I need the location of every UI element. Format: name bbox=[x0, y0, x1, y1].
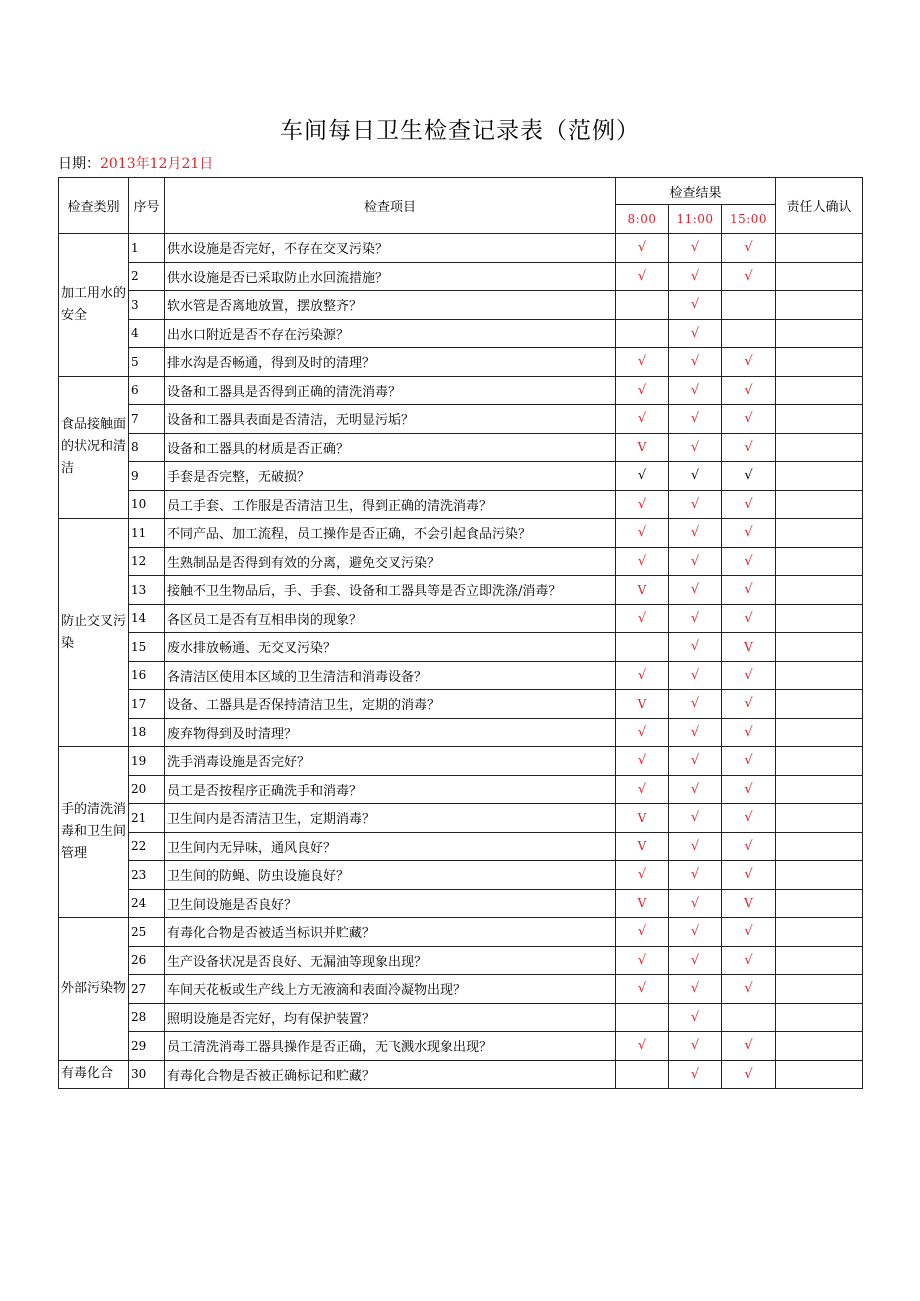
check-mark-cell: √ bbox=[669, 348, 722, 377]
check-mark-cell: √ bbox=[669, 291, 722, 320]
item-cell: 员工清洗消毒工器具操作是否正确，无飞溅水现象出现？ bbox=[165, 1032, 616, 1061]
header-time-0800: 8:00 bbox=[616, 205, 669, 234]
item-cell: 设备和工器具表面是否清洁，无明显污垢？ bbox=[165, 405, 616, 434]
item-cell: 各区员工是否有互相串岗的现象？ bbox=[165, 604, 616, 633]
table-row bbox=[59, 1060, 863, 1089]
category-cell: 外部污染物 bbox=[59, 918, 129, 1061]
check-mark-cell: √ bbox=[722, 262, 776, 291]
check-mark-cell: √ bbox=[669, 861, 722, 890]
check-mark-cell: √ bbox=[669, 690, 722, 719]
seq-cell: 18 bbox=[129, 718, 165, 747]
table-row bbox=[59, 747, 863, 776]
table-row bbox=[59, 661, 863, 690]
item-cell: 洗手消毒设施是否完好？ bbox=[165, 747, 616, 776]
seq-cell: 23 bbox=[129, 861, 165, 890]
confirm-cell[interactable] bbox=[776, 519, 863, 548]
confirm-cell[interactable] bbox=[776, 633, 863, 662]
check-mark-cell: √ bbox=[669, 775, 722, 804]
page-title: 车间每日卫生检查记录表（范例） bbox=[280, 118, 640, 144]
confirm-cell[interactable] bbox=[776, 690, 863, 719]
check-mark-cell: √ bbox=[616, 775, 669, 804]
date-value: 2013年12月21日 bbox=[100, 156, 214, 172]
header-category: 检查类别 bbox=[59, 178, 129, 234]
inspection-table bbox=[58, 177, 863, 1089]
check-mark-cell: √ bbox=[669, 661, 722, 690]
check-mark-cell: √ bbox=[616, 918, 669, 947]
seq-cell: 26 bbox=[129, 946, 165, 975]
seq-cell: 21 bbox=[129, 804, 165, 833]
table-row bbox=[59, 832, 863, 861]
table-row bbox=[59, 262, 863, 291]
confirm-cell[interactable] bbox=[776, 348, 863, 377]
item-cell: 卫生间内是否清洁卫生，定期消毒？ bbox=[165, 804, 616, 833]
seq-cell: 10 bbox=[129, 490, 165, 519]
check-mark-cell: √ bbox=[669, 547, 722, 576]
check-mark-cell: √ bbox=[669, 1032, 722, 1061]
check-mark-cell: √ bbox=[669, 633, 722, 662]
header-seq: 序号 bbox=[129, 178, 165, 234]
table-row bbox=[59, 946, 863, 975]
check-mark-cell: √ bbox=[722, 1032, 776, 1061]
seq-cell: 6 bbox=[129, 376, 165, 405]
item-cell: 卫生间设施是否良好？ bbox=[165, 889, 616, 918]
item-cell: 供水设施是否完好，不存在交叉污染？ bbox=[165, 234, 616, 263]
table-row bbox=[59, 861, 863, 890]
check-mark-cell bbox=[722, 1003, 776, 1032]
seq-cell: 4 bbox=[129, 319, 165, 348]
table-row bbox=[59, 376, 863, 405]
confirm-cell[interactable] bbox=[776, 262, 863, 291]
table-row bbox=[59, 975, 863, 1004]
item-cell: 出水口附近是否不存在污染源？ bbox=[165, 319, 616, 348]
check-mark-cell: √ bbox=[669, 462, 722, 491]
check-mark-cell: √ bbox=[669, 433, 722, 462]
check-mark-cell: √ bbox=[722, 348, 776, 377]
table-body bbox=[59, 234, 863, 1089]
item-cell: 不同产品、加工流程，员工操作是否正确，不会引起食品污染？ bbox=[165, 519, 616, 548]
header-result: 检查结果 bbox=[616, 178, 776, 205]
check-mark-cell: √ bbox=[669, 804, 722, 833]
table-row bbox=[59, 547, 863, 576]
item-cell: 卫生间的防蝇、防虫设施良好？ bbox=[165, 861, 616, 890]
item-cell: 各清洁区使用本区域的卫生清洁和消毒设备？ bbox=[165, 661, 616, 690]
check-mark-cell: √ bbox=[616, 519, 669, 548]
table-row bbox=[59, 234, 863, 263]
seq-cell: 16 bbox=[129, 661, 165, 690]
check-mark-cell bbox=[616, 291, 669, 320]
check-mark-cell: √ bbox=[722, 975, 776, 1004]
seq-cell: 11 bbox=[129, 519, 165, 548]
table-row bbox=[59, 775, 863, 804]
table-row bbox=[59, 804, 863, 833]
check-mark-cell: √ bbox=[722, 462, 776, 491]
check-mark-cell bbox=[722, 319, 776, 348]
confirm-cell[interactable] bbox=[776, 547, 863, 576]
check-mark-cell: √ bbox=[722, 918, 776, 947]
confirm-cell[interactable] bbox=[776, 319, 863, 348]
table-row bbox=[59, 604, 863, 633]
check-mark-cell: √ bbox=[669, 918, 722, 947]
table-row bbox=[59, 462, 863, 491]
check-mark-cell: √ bbox=[669, 319, 722, 348]
item-cell: 废水排放畅通、无交叉污染？ bbox=[165, 633, 616, 662]
check-mark-cell: √ bbox=[669, 946, 722, 975]
seq-cell: 13 bbox=[129, 576, 165, 605]
check-mark-cell: √ bbox=[722, 604, 776, 633]
check-mark-cell: √ bbox=[669, 718, 722, 747]
check-mark-cell: √ bbox=[669, 1060, 722, 1089]
check-mark-cell: √ bbox=[669, 234, 722, 263]
table-row bbox=[59, 690, 863, 719]
table-row bbox=[59, 633, 863, 662]
check-mark-cell: √ bbox=[722, 718, 776, 747]
confirm-cell[interactable] bbox=[776, 918, 863, 947]
category-cell: 加工用水的安全 bbox=[59, 234, 129, 377]
check-mark-cell bbox=[616, 1003, 669, 1032]
check-mark-cell: √ bbox=[616, 946, 669, 975]
check-mark-cell: √ bbox=[722, 804, 776, 833]
check-mark-cell bbox=[722, 291, 776, 320]
seq-cell: 1 bbox=[129, 234, 165, 263]
check-mark-cell: √ bbox=[669, 376, 722, 405]
check-mark-cell: √ bbox=[722, 861, 776, 890]
table-row bbox=[59, 405, 863, 434]
seq-cell: 17 bbox=[129, 690, 165, 719]
item-cell: 生产设备状况是否良好、无漏油等现象出现？ bbox=[165, 946, 616, 975]
item-cell: 生熟制品是否得到有效的分离，避免交叉污染？ bbox=[165, 547, 616, 576]
check-mark-cell: V bbox=[616, 832, 669, 861]
table-row bbox=[59, 433, 863, 462]
check-mark-cell: √ bbox=[669, 832, 722, 861]
confirm-cell[interactable] bbox=[776, 433, 863, 462]
check-mark-cell: V bbox=[722, 633, 776, 662]
seq-cell: 8 bbox=[129, 433, 165, 462]
seq-cell: 3 bbox=[129, 291, 165, 320]
check-mark-cell: √ bbox=[616, 262, 669, 291]
check-mark-cell: √ bbox=[616, 718, 669, 747]
seq-cell: 25 bbox=[129, 918, 165, 947]
seq-cell: 29 bbox=[129, 1032, 165, 1061]
table-row bbox=[59, 889, 863, 918]
seq-cell: 27 bbox=[129, 975, 165, 1004]
confirm-cell[interactable] bbox=[776, 975, 863, 1004]
item-cell: 设备和工器具是否得到正确的清洗消毒？ bbox=[165, 376, 616, 405]
confirm-cell[interactable] bbox=[776, 832, 863, 861]
seq-cell: 15 bbox=[129, 633, 165, 662]
confirm-cell[interactable] bbox=[776, 1060, 863, 1089]
confirm-cell[interactable] bbox=[776, 1003, 863, 1032]
item-cell: 员工是否按程序正确洗手和消毒？ bbox=[165, 775, 616, 804]
confirm-cell[interactable] bbox=[776, 889, 863, 918]
item-cell: 有毒化合物是否被正确标记和贮藏？ bbox=[165, 1060, 616, 1089]
check-mark-cell: √ bbox=[669, 576, 722, 605]
check-mark-cell: √ bbox=[669, 889, 722, 918]
date-label: 日期： bbox=[58, 156, 100, 172]
confirm-cell[interactable] bbox=[776, 604, 863, 633]
seq-cell: 2 bbox=[129, 262, 165, 291]
check-mark-cell bbox=[616, 633, 669, 662]
confirm-cell[interactable] bbox=[776, 405, 863, 434]
check-mark-cell: √ bbox=[722, 490, 776, 519]
check-mark-cell: √ bbox=[722, 747, 776, 776]
seq-cell: 19 bbox=[129, 747, 165, 776]
item-cell: 软水管是否离地放置，摆放整齐？ bbox=[165, 291, 616, 320]
item-cell: 员工手套、工作服是否清洁卫生，得到正确的清洗消毒？ bbox=[165, 490, 616, 519]
table-row bbox=[59, 1032, 863, 1061]
check-mark-cell: √ bbox=[669, 262, 722, 291]
confirm-cell[interactable] bbox=[776, 661, 863, 690]
check-mark-cell: √ bbox=[722, 946, 776, 975]
seq-cell: 12 bbox=[129, 547, 165, 576]
item-cell: 卫生间内无异味，通风良好？ bbox=[165, 832, 616, 861]
confirm-cell[interactable] bbox=[776, 1032, 863, 1061]
check-mark-cell: √ bbox=[669, 747, 722, 776]
check-mark-cell: √ bbox=[616, 861, 669, 890]
table-row bbox=[59, 291, 863, 320]
seq-cell: 20 bbox=[129, 775, 165, 804]
check-mark-cell: √ bbox=[722, 234, 776, 263]
confirm-cell[interactable] bbox=[776, 946, 863, 975]
check-mark-cell: √ bbox=[669, 604, 722, 633]
category-cell: 食品接触面的状况和清洁 bbox=[59, 376, 129, 519]
check-mark-cell: √ bbox=[669, 405, 722, 434]
table-row bbox=[59, 490, 863, 519]
check-mark-cell: √ bbox=[669, 1003, 722, 1032]
item-cell: 排水沟是否畅通，得到及时的清理？ bbox=[165, 348, 616, 377]
item-cell: 手套是否完整，无破损？ bbox=[165, 462, 616, 491]
check-mark-cell: √ bbox=[722, 576, 776, 605]
header-time-1100: 11:00 bbox=[669, 205, 722, 234]
seq-cell: 24 bbox=[129, 889, 165, 918]
check-mark-cell: √ bbox=[722, 405, 776, 434]
check-mark-cell: √ bbox=[669, 975, 722, 1004]
check-mark-cell: √ bbox=[616, 661, 669, 690]
table-row bbox=[59, 348, 863, 377]
confirm-cell[interactable] bbox=[776, 718, 863, 747]
date-row bbox=[58, 153, 213, 173]
check-mark-cell: √ bbox=[616, 747, 669, 776]
confirm-cell[interactable] bbox=[776, 490, 863, 519]
check-mark-cell: √ bbox=[722, 775, 776, 804]
confirm-cell[interactable] bbox=[776, 861, 863, 890]
check-mark-cell: √ bbox=[722, 376, 776, 405]
check-mark-cell: √ bbox=[722, 661, 776, 690]
seq-cell: 7 bbox=[129, 405, 165, 434]
seq-cell: 14 bbox=[129, 604, 165, 633]
check-mark-cell: V bbox=[616, 889, 669, 918]
confirm-cell[interactable] bbox=[776, 775, 863, 804]
check-mark-cell: √ bbox=[616, 348, 669, 377]
confirm-cell[interactable] bbox=[776, 576, 863, 605]
item-cell: 设备和工器具的材质是否正确？ bbox=[165, 433, 616, 462]
check-mark-cell: √ bbox=[722, 547, 776, 576]
check-mark-cell: √ bbox=[616, 604, 669, 633]
confirm-cell[interactable] bbox=[776, 376, 863, 405]
check-mark-cell: √ bbox=[616, 975, 669, 1004]
check-mark-cell bbox=[616, 1060, 669, 1089]
item-cell: 有毒化合物是否被适当标识并贮藏？ bbox=[165, 918, 616, 947]
check-mark-cell: √ bbox=[616, 405, 669, 434]
seq-cell: 9 bbox=[129, 462, 165, 491]
confirm-cell[interactable] bbox=[776, 804, 863, 833]
item-cell: 车间天花板或生产线上方无液滴和表面冷凝物出现？ bbox=[165, 975, 616, 1004]
category-cell: 防止交叉污染 bbox=[59, 519, 129, 747]
seq-cell: 22 bbox=[129, 832, 165, 861]
item-cell: 照明设施是否完好，均有保护装置？ bbox=[165, 1003, 616, 1032]
table-row bbox=[59, 718, 863, 747]
check-mark-cell: √ bbox=[616, 462, 669, 491]
seq-cell: 28 bbox=[129, 1003, 165, 1032]
seq-cell: 5 bbox=[129, 348, 165, 377]
header-item: 检查项目 bbox=[165, 178, 616, 234]
item-cell: 废弃物得到及时清理？ bbox=[165, 718, 616, 747]
check-mark-cell: √ bbox=[616, 547, 669, 576]
seq-cell: 30 bbox=[129, 1060, 165, 1089]
category-cell: 手的清洗消毒和卫生间管理 bbox=[59, 747, 129, 918]
check-mark-cell: √ bbox=[722, 433, 776, 462]
header-confirm: 责任人确认 bbox=[776, 178, 863, 234]
check-mark-cell: √ bbox=[669, 519, 722, 548]
table-row bbox=[59, 1003, 863, 1032]
check-mark-cell: √ bbox=[722, 832, 776, 861]
check-mark-cell: V bbox=[616, 433, 669, 462]
item-cell: 供水设施是否已采取防止水回流措施？ bbox=[165, 262, 616, 291]
check-mark-cell: V bbox=[616, 804, 669, 833]
table-row bbox=[59, 319, 863, 348]
header-time-1500: 15:00 bbox=[722, 205, 776, 234]
check-mark-cell: V bbox=[722, 889, 776, 918]
check-mark-cell bbox=[616, 319, 669, 348]
check-mark-cell: √ bbox=[669, 490, 722, 519]
check-mark-cell: √ bbox=[722, 690, 776, 719]
check-mark-cell: √ bbox=[616, 234, 669, 263]
check-mark-cell: √ bbox=[616, 1032, 669, 1061]
table-row bbox=[59, 576, 863, 605]
check-mark-cell: √ bbox=[616, 490, 669, 519]
check-mark-cell: √ bbox=[722, 519, 776, 548]
check-mark-cell: V bbox=[616, 690, 669, 719]
item-cell: 接触不卫生物品后，手、手套、设备和工器具等是否立即洗涤/消毒？ bbox=[165, 576, 616, 605]
table-row bbox=[59, 918, 863, 947]
check-mark-cell: V bbox=[616, 576, 669, 605]
header-row bbox=[59, 178, 863, 205]
confirm-cell[interactable] bbox=[776, 291, 863, 320]
confirm-cell[interactable] bbox=[776, 462, 863, 491]
confirm-cell[interactable] bbox=[776, 234, 863, 263]
confirm-cell[interactable] bbox=[776, 747, 863, 776]
check-mark-cell: √ bbox=[722, 1060, 776, 1089]
item-cell: 设备、工器具是否保持清洁卫生，定期的消毒？ bbox=[165, 690, 616, 719]
category-cell: 有毒化合 bbox=[59, 1060, 129, 1089]
table-row bbox=[59, 519, 863, 548]
check-mark-cell: √ bbox=[616, 376, 669, 405]
